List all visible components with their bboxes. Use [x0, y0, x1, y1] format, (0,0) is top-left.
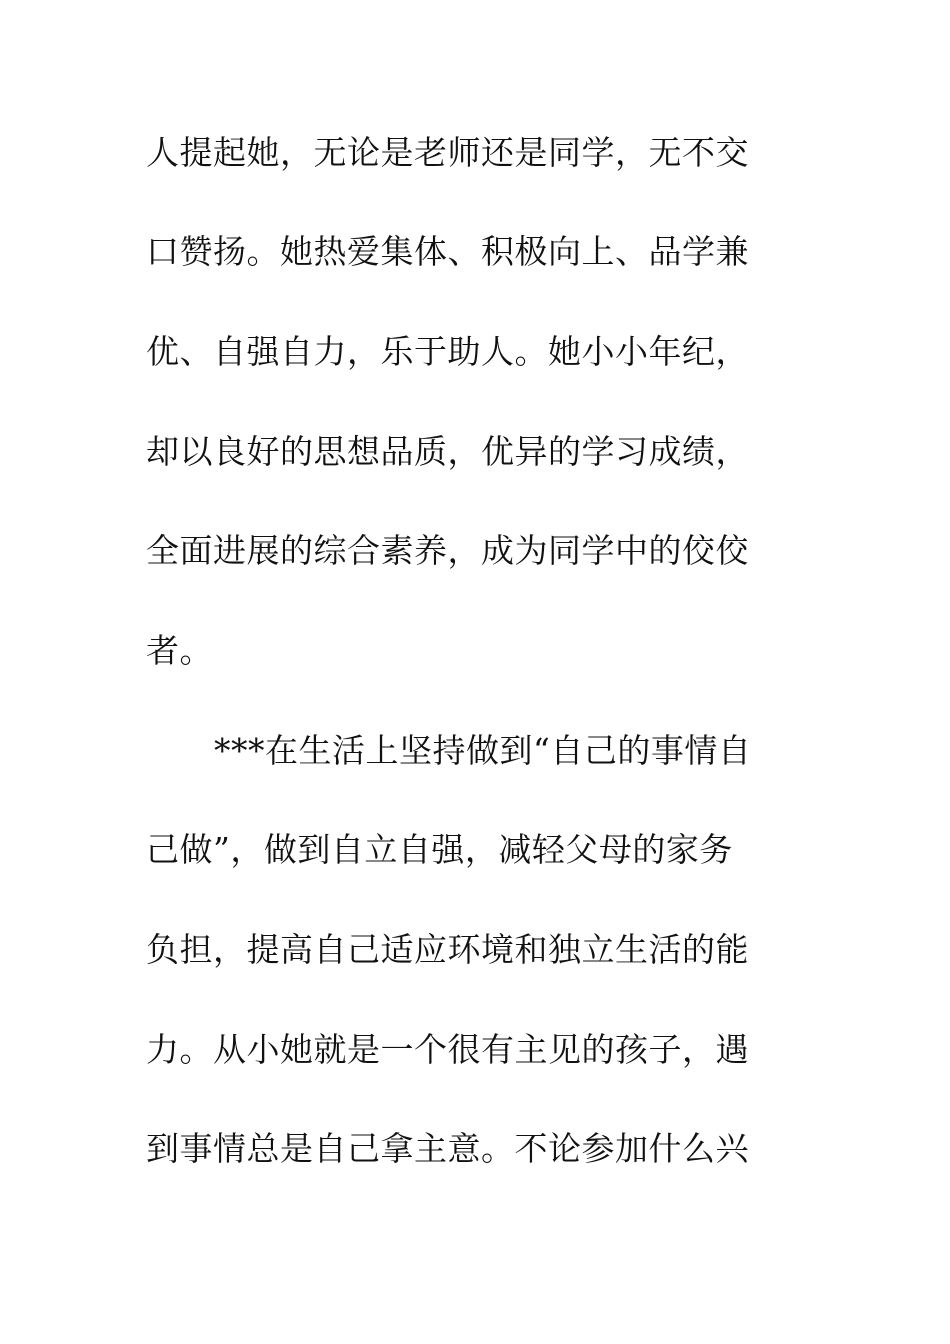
text-line: 己做”，做到自立自强，减轻父母的家务 [146, 830, 733, 869]
text-line: 口赞扬。她热爱集体、积极向上、品学兼 [146, 232, 749, 271]
text-line: 者。 [146, 631, 213, 670]
text-line: 人提起她，无论是老师还是同学，无不交 [146, 133, 749, 172]
paragraph-start-line: ***在生活上坚持做到“自己的事情自 [214, 731, 752, 770]
text-line: 优、自强自力，乐于助人。她小小年纪， [146, 332, 749, 371]
text-line: 力。从小她就是一个很有主见的孩子，遇 [146, 1030, 749, 1069]
text-line: 到事情总是自己拿主意。不论参加什么兴 [146, 1129, 749, 1168]
text-line: 却以良好的思想品质，优异的学习成绩， [146, 432, 749, 471]
text-line: 负担，提高自己适应环境和独立生活的能 [146, 930, 749, 969]
text-line: 全面进展的综合素养，成为同学中的佼佼 [146, 531, 749, 570]
